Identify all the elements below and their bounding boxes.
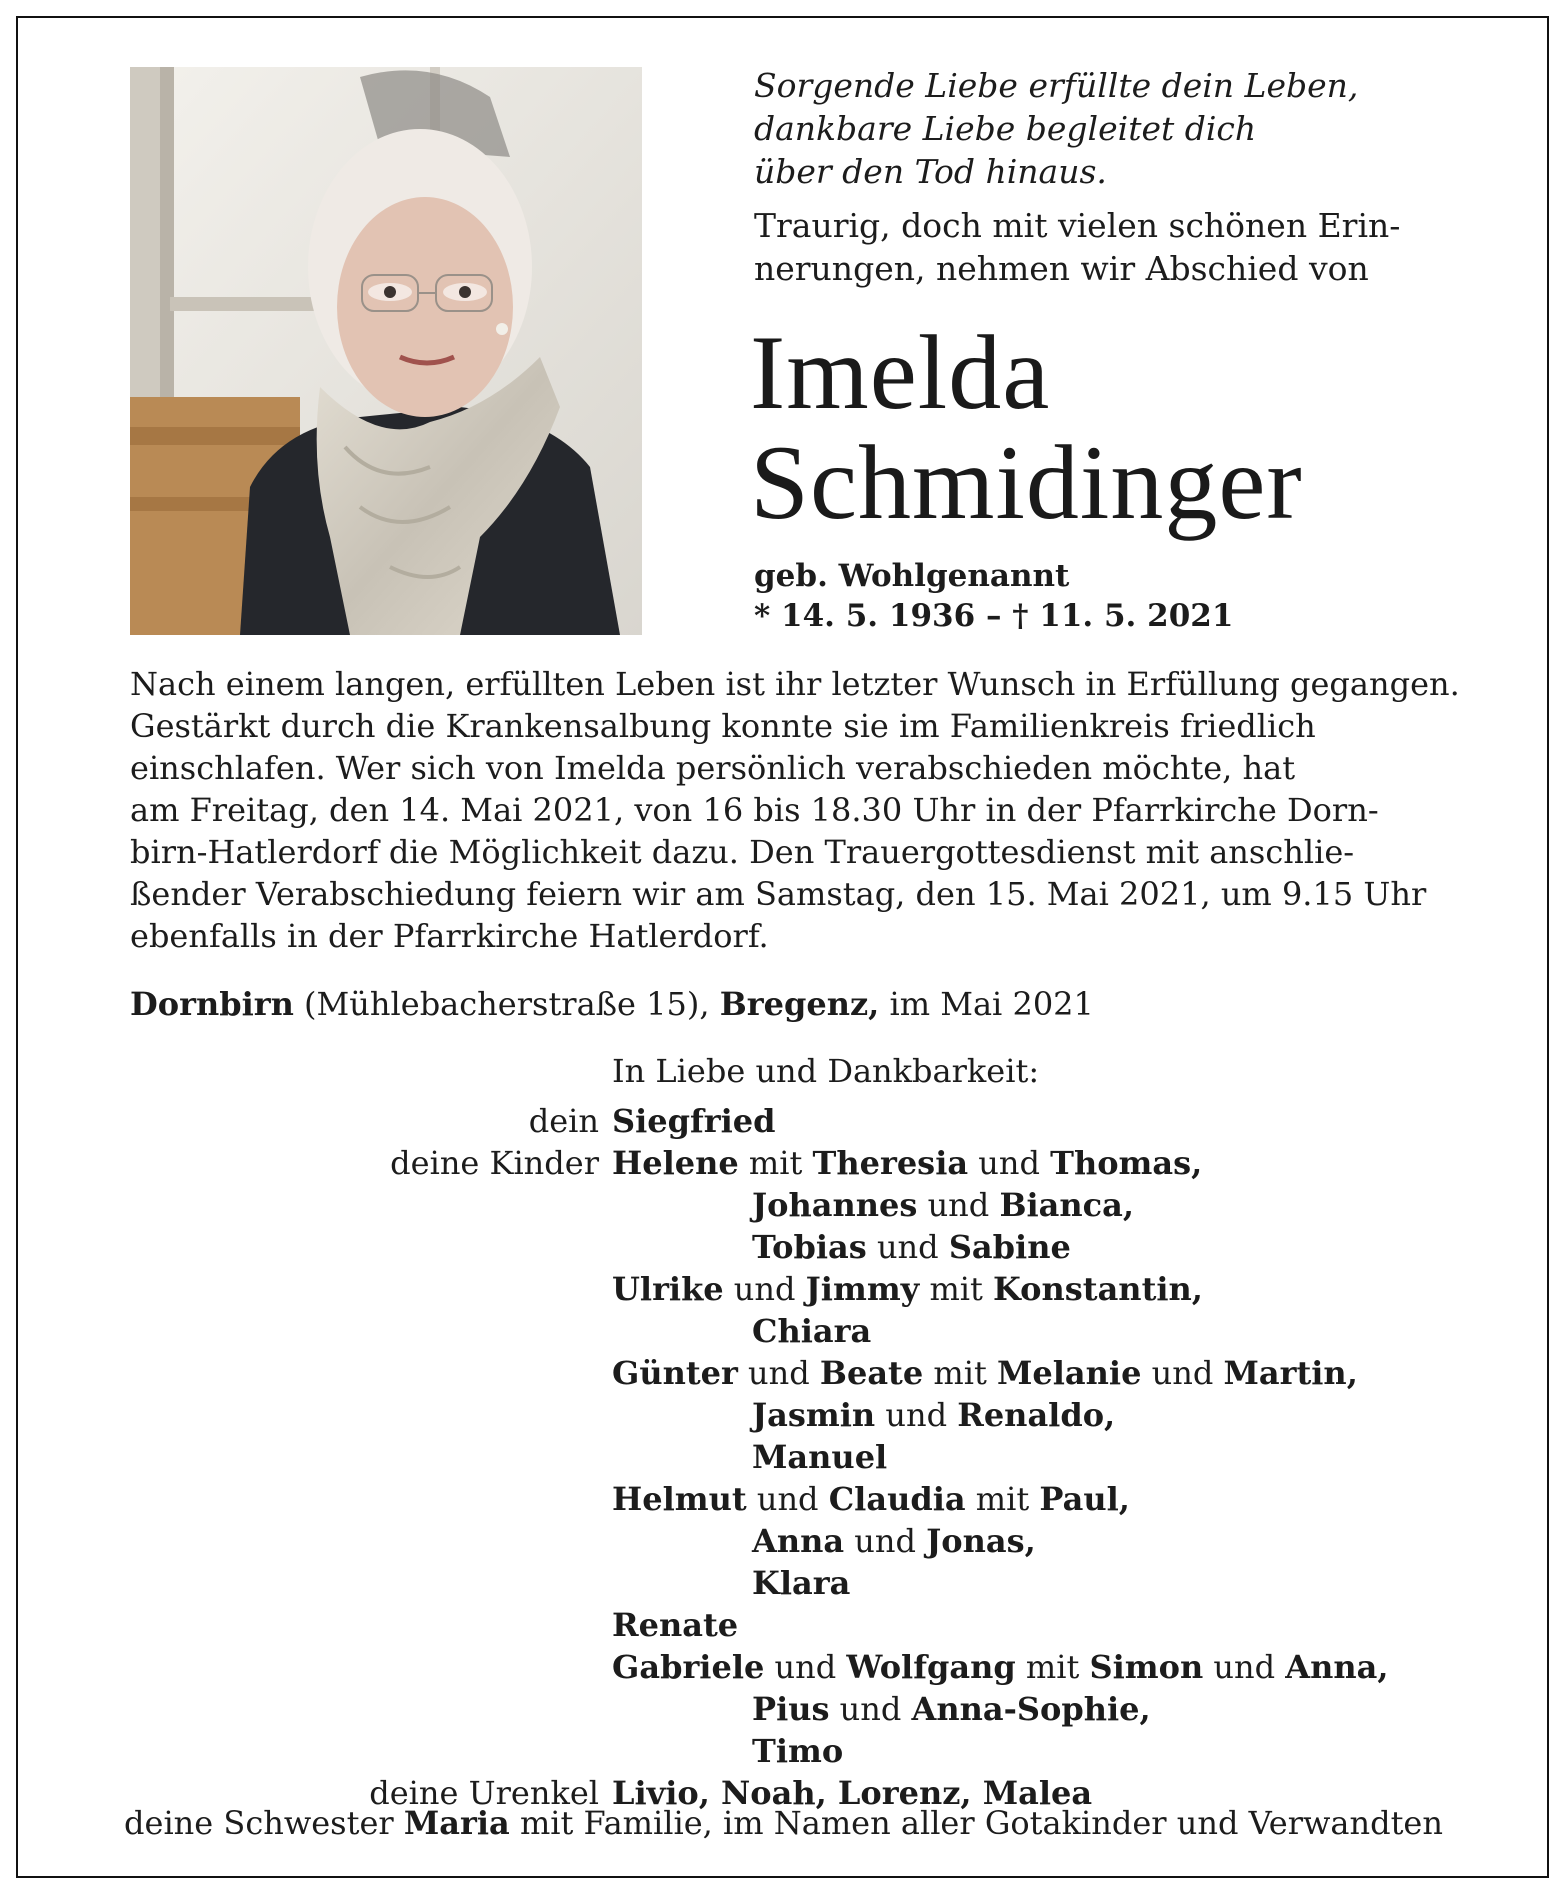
connector-text: und — [829, 1690, 912, 1728]
connector-text: und — [844, 1522, 927, 1560]
announcement-text — [130, 663, 1460, 957]
person-name: Günter — [612, 1354, 738, 1392]
person-name: Tobias — [752, 1228, 867, 1266]
person-name: Renaldo, — [957, 1396, 1116, 1434]
portrait-image — [130, 67, 642, 635]
connector-text: und — [723, 1270, 806, 1308]
life-dates: * 14. 5. 1936 – † 11. 5. 2021 — [754, 598, 1234, 634]
person-name: Anna-Sophie, — [911, 1690, 1151, 1728]
person-name: Jimmy — [805, 1270, 920, 1308]
birth-info — [754, 556, 1474, 636]
connector-text: mit — [919, 1270, 994, 1308]
connector-text: mit — [738, 1144, 813, 1182]
person-name: Simon — [1089, 1648, 1204, 1686]
connector-text: mit — [965, 1480, 1040, 1518]
motto-line: dankbare Liebe begleitet dich — [754, 109, 1257, 148]
family-row — [0, 1352, 1567, 1394]
motto-line: Sorgende Liebe erfüllte dein Leben, — [754, 66, 1359, 105]
body-line: ßender Verabschiedung feiern wir am Samstag, den 15. Mai 2021, um 9.15 Uhr — [130, 875, 1427, 913]
family-row — [0, 1478, 1567, 1520]
person-name: Johannes — [752, 1186, 918, 1224]
connector-text: und — [1141, 1354, 1224, 1392]
body-line: Gestärkt durch die Krankensalbung konnte sie im Familienkreis friedlich — [130, 707, 1316, 745]
family-list — [0, 1100, 1567, 1814]
date: im Mai 2021 — [879, 985, 1094, 1023]
family-row — [0, 1730, 1567, 1772]
motto-verse — [754, 64, 1474, 193]
sister-name: Maria — [403, 1804, 510, 1842]
person-name: Pius — [752, 1690, 830, 1728]
connector-text: und — [746, 1480, 829, 1518]
family-row — [0, 1562, 1567, 1604]
family-row — [0, 1100, 1567, 1142]
person-name: Thomas, — [1050, 1144, 1203, 1182]
intro-line: nerungen, nehmen wir Abschied von — [754, 249, 1369, 288]
family-row — [0, 1520, 1567, 1562]
person-name: Konstantin, — [993, 1270, 1203, 1308]
person-name: Siegfried — [612, 1102, 776, 1140]
address: (Mühlebacherstraße 15), — [293, 985, 720, 1023]
connector-text: und — [875, 1396, 958, 1434]
city-dornbirn: Dornbirn — [130, 985, 294, 1023]
family-row — [0, 1436, 1567, 1478]
body-line: am Freitag, den 14. Mai 2021, von 16 bis 18.30 Uhr in der Pfarrkirche Dorn- — [130, 791, 1379, 829]
family-row — [0, 1142, 1567, 1184]
connector-text: und — [737, 1354, 820, 1392]
relation-label: deine Kinder — [390, 1144, 599, 1182]
person-name: Claudia — [828, 1480, 966, 1518]
person-name: Beate — [819, 1354, 924, 1392]
person-name: Melanie — [996, 1354, 1142, 1392]
closing-pre: deine Schwester — [124, 1804, 404, 1842]
city-bregenz: Bregenz, — [719, 985, 880, 1023]
family-row — [0, 1394, 1567, 1436]
place-date-line — [130, 983, 1430, 1025]
person-name: Helmut — [612, 1480, 747, 1518]
person-name: Klara — [752, 1564, 851, 1602]
connector-text: und — [1203, 1648, 1286, 1686]
connector-text: mit — [1015, 1648, 1090, 1686]
motto-line: über den Tod hinaus. — [754, 152, 1107, 191]
first-name: Imelda — [750, 314, 1051, 431]
person-name: Wolfgang — [846, 1648, 1016, 1686]
person-name: Helene — [612, 1144, 739, 1182]
thanks-heading: In Liebe und Dankbarkeit: — [612, 1052, 1040, 1090]
family-row — [0, 1604, 1567, 1646]
person-name: Jasmin — [752, 1396, 876, 1434]
person-name: Ulrike — [612, 1270, 724, 1308]
person-name: Anna, — [1285, 1648, 1389, 1686]
person-name: Chiara — [752, 1312, 872, 1350]
body-line: Nach einem langen, erfüllten Leben ist ihr letzter Wunsch in Erfüllung gegangen. — [130, 665, 1460, 703]
body-line: birn-Hatlerdorf die Möglichkeit dazu. Den Trauergottesdienst mit anschlie- — [130, 833, 1355, 871]
intro-text — [754, 204, 1474, 290]
connector-text: und — [764, 1648, 847, 1686]
intro-line: Traurig, doch mit vielen schönen Erin- — [754, 206, 1401, 245]
person-name: Sabine — [948, 1228, 1071, 1266]
last-name: Schmidinger — [750, 424, 1303, 541]
family-row — [0, 1310, 1567, 1352]
family-row — [0, 1268, 1567, 1310]
person-name: Renate — [612, 1606, 739, 1644]
maiden-name: geb. Wohlgenannt — [754, 558, 1070, 594]
connector-text: und — [917, 1186, 1000, 1224]
person-name: Bianca, — [999, 1186, 1134, 1224]
relation-label: dein — [528, 1102, 599, 1140]
person-name: Gabriele — [612, 1648, 765, 1686]
relation-label: deine Urenkel — [369, 1774, 599, 1812]
body-line: einschlafen. Wer sich von Imelda persönlich verabschieden möchte, hat — [130, 749, 1296, 787]
connector-text: mit — [923, 1354, 997, 1392]
person-name: Jonas, — [926, 1522, 1036, 1560]
person-name: Livio, Noah, Lorenz, Malea — [612, 1774, 1093, 1812]
body-line: ebenfalls in der Pfarrkirche Hatlerdorf. — [130, 917, 769, 955]
person-name: Martin, — [1223, 1354, 1358, 1392]
closing-post: mit Familie, im Namen aller Gotakinder und Verwandten — [509, 1804, 1443, 1842]
person-name: Timo — [752, 1732, 844, 1770]
person-name: Anna — [752, 1522, 845, 1560]
person-name: Manuel — [752, 1438, 888, 1476]
portrait-photo — [130, 67, 642, 635]
deceased-name — [750, 314, 1510, 541]
family-row — [0, 1646, 1567, 1688]
family-row — [0, 1184, 1567, 1226]
family-row — [0, 1688, 1567, 1730]
person-name: Paul, — [1039, 1480, 1130, 1518]
family-row — [0, 1226, 1567, 1268]
person-name: Theresia — [812, 1144, 969, 1182]
closing-line — [0, 1802, 1567, 1844]
connector-text: und — [968, 1144, 1051, 1182]
connector-text: und — [866, 1228, 949, 1266]
